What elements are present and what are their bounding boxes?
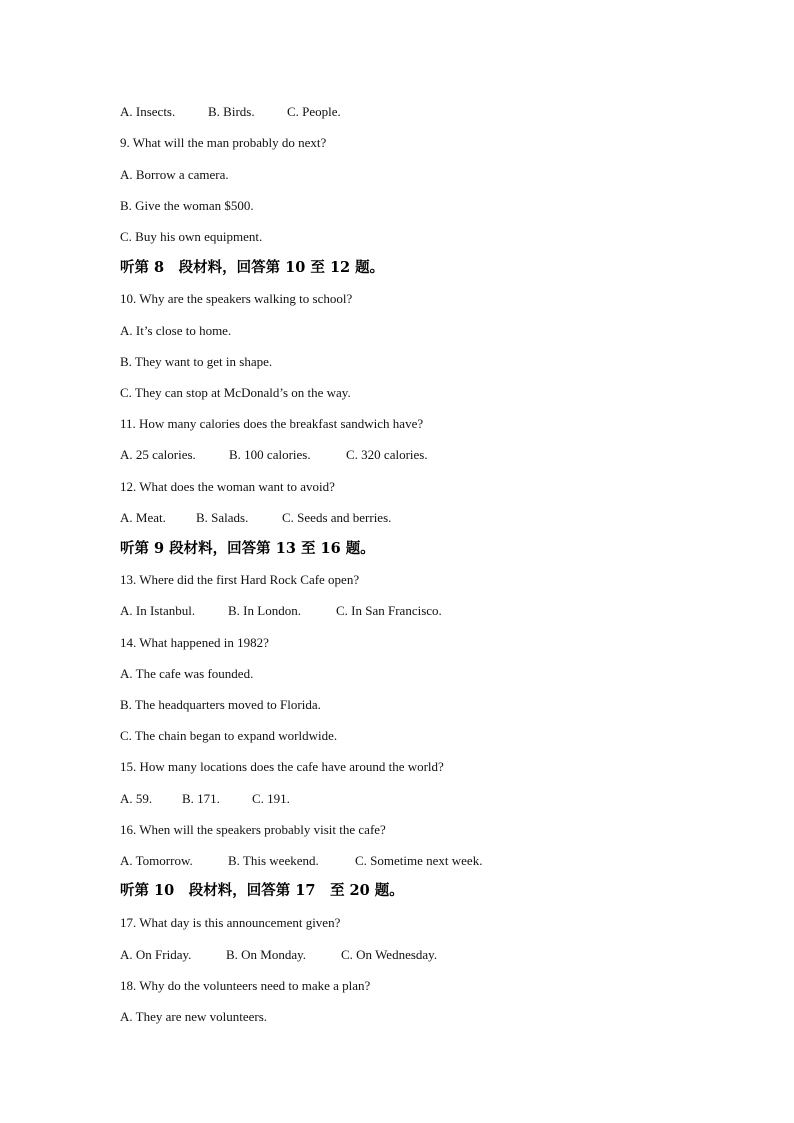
q12-option-a: A. Meat. [120, 510, 166, 525]
question-18: 18. Why do the volunteers need to make a plan? [120, 978, 371, 993]
q8-option-c: C. People. [287, 104, 341, 119]
question-14-option-c: C. The chain began to expand worldwide. [120, 728, 338, 743]
q16-option-a: A. Tomorrow. [120, 853, 193, 868]
question-9: 9. What will the man probably do next? [120, 135, 327, 150]
q11-option-a: A. 25 calories. [120, 447, 196, 462]
question-10-option-b: B. They want to get in shape. [120, 354, 273, 369]
q11-option-c: C. 320 calories. [346, 447, 428, 462]
q17-option-b: B. On Monday. [226, 947, 307, 962]
question-11: 11. How many calories does the breakfast sandwich have? [120, 416, 424, 431]
q15-option-b: B. 171. [182, 791, 220, 806]
q17-option-a: A. On Friday. [120, 947, 192, 962]
question-14-option-b: B. The headquarters moved to Florida. [120, 697, 321, 712]
question-18-option-a: A. They are new volunteers. [120, 1009, 268, 1024]
question-10-option-c: C. They can stop at McDonald’s on the way. [120, 385, 351, 400]
q11-option-b: B. 100 calories. [229, 447, 311, 462]
question-9-option-c: C. Buy his own equipment. [120, 229, 263, 244]
question-14-option-a: A. The cafe was founded. [120, 666, 254, 681]
q15-option-c: C. 191. [252, 791, 290, 806]
q15-option-a: A. 59. [120, 791, 153, 806]
question-10: 10. Why are the speakers walking to school? [120, 291, 353, 306]
question-9-option-b: B. Give the woman $500. [120, 198, 254, 213]
q13-option-c: C. In San Francisco. [336, 603, 442, 618]
q13-option-a: A. In Istanbul. [120, 603, 196, 618]
q12-option-c: C. Seeds and berries. [282, 510, 392, 525]
section-10-heading: 听第 10 段材料，回答第 17 至 20 题。 [120, 882, 404, 899]
question-16: 16. When will the speakers probably visit the cafe? [120, 822, 386, 837]
question-15: 15. How many locations does the cafe have around the world? [120, 759, 444, 774]
question-12: 12. What does the woman want to avoid? [120, 479, 335, 494]
question-14: 14. What happened in 1982? [120, 635, 269, 650]
q8-option-a: A. Insects. [120, 104, 176, 119]
q13-option-b: B. In London. [228, 603, 301, 618]
question-13: 13. Where did the first Hard Rock Cafe open? [120, 572, 360, 587]
question-10-option-a: A. It’s close to home. [120, 323, 232, 338]
section-8-heading: 听第 8 段材料，回答第 10 至 12 题。 [120, 259, 385, 276]
q17-option-c: C. On Wednesday. [341, 947, 438, 962]
q16-option-c: C. Sometime next week. [355, 853, 483, 868]
q8-option-b: B. Birds. [208, 104, 255, 119]
question-17: 17. What day is this announcement given? [120, 915, 341, 930]
q12-option-b: B. Salads. [196, 510, 249, 525]
question-9-option-a: A. Borrow a camera. [120, 167, 229, 182]
section-9-heading: 听第 9 段材料，回答第 13 至 16 题。 [120, 540, 375, 557]
q16-option-b: B. This weekend. [228, 853, 319, 868]
